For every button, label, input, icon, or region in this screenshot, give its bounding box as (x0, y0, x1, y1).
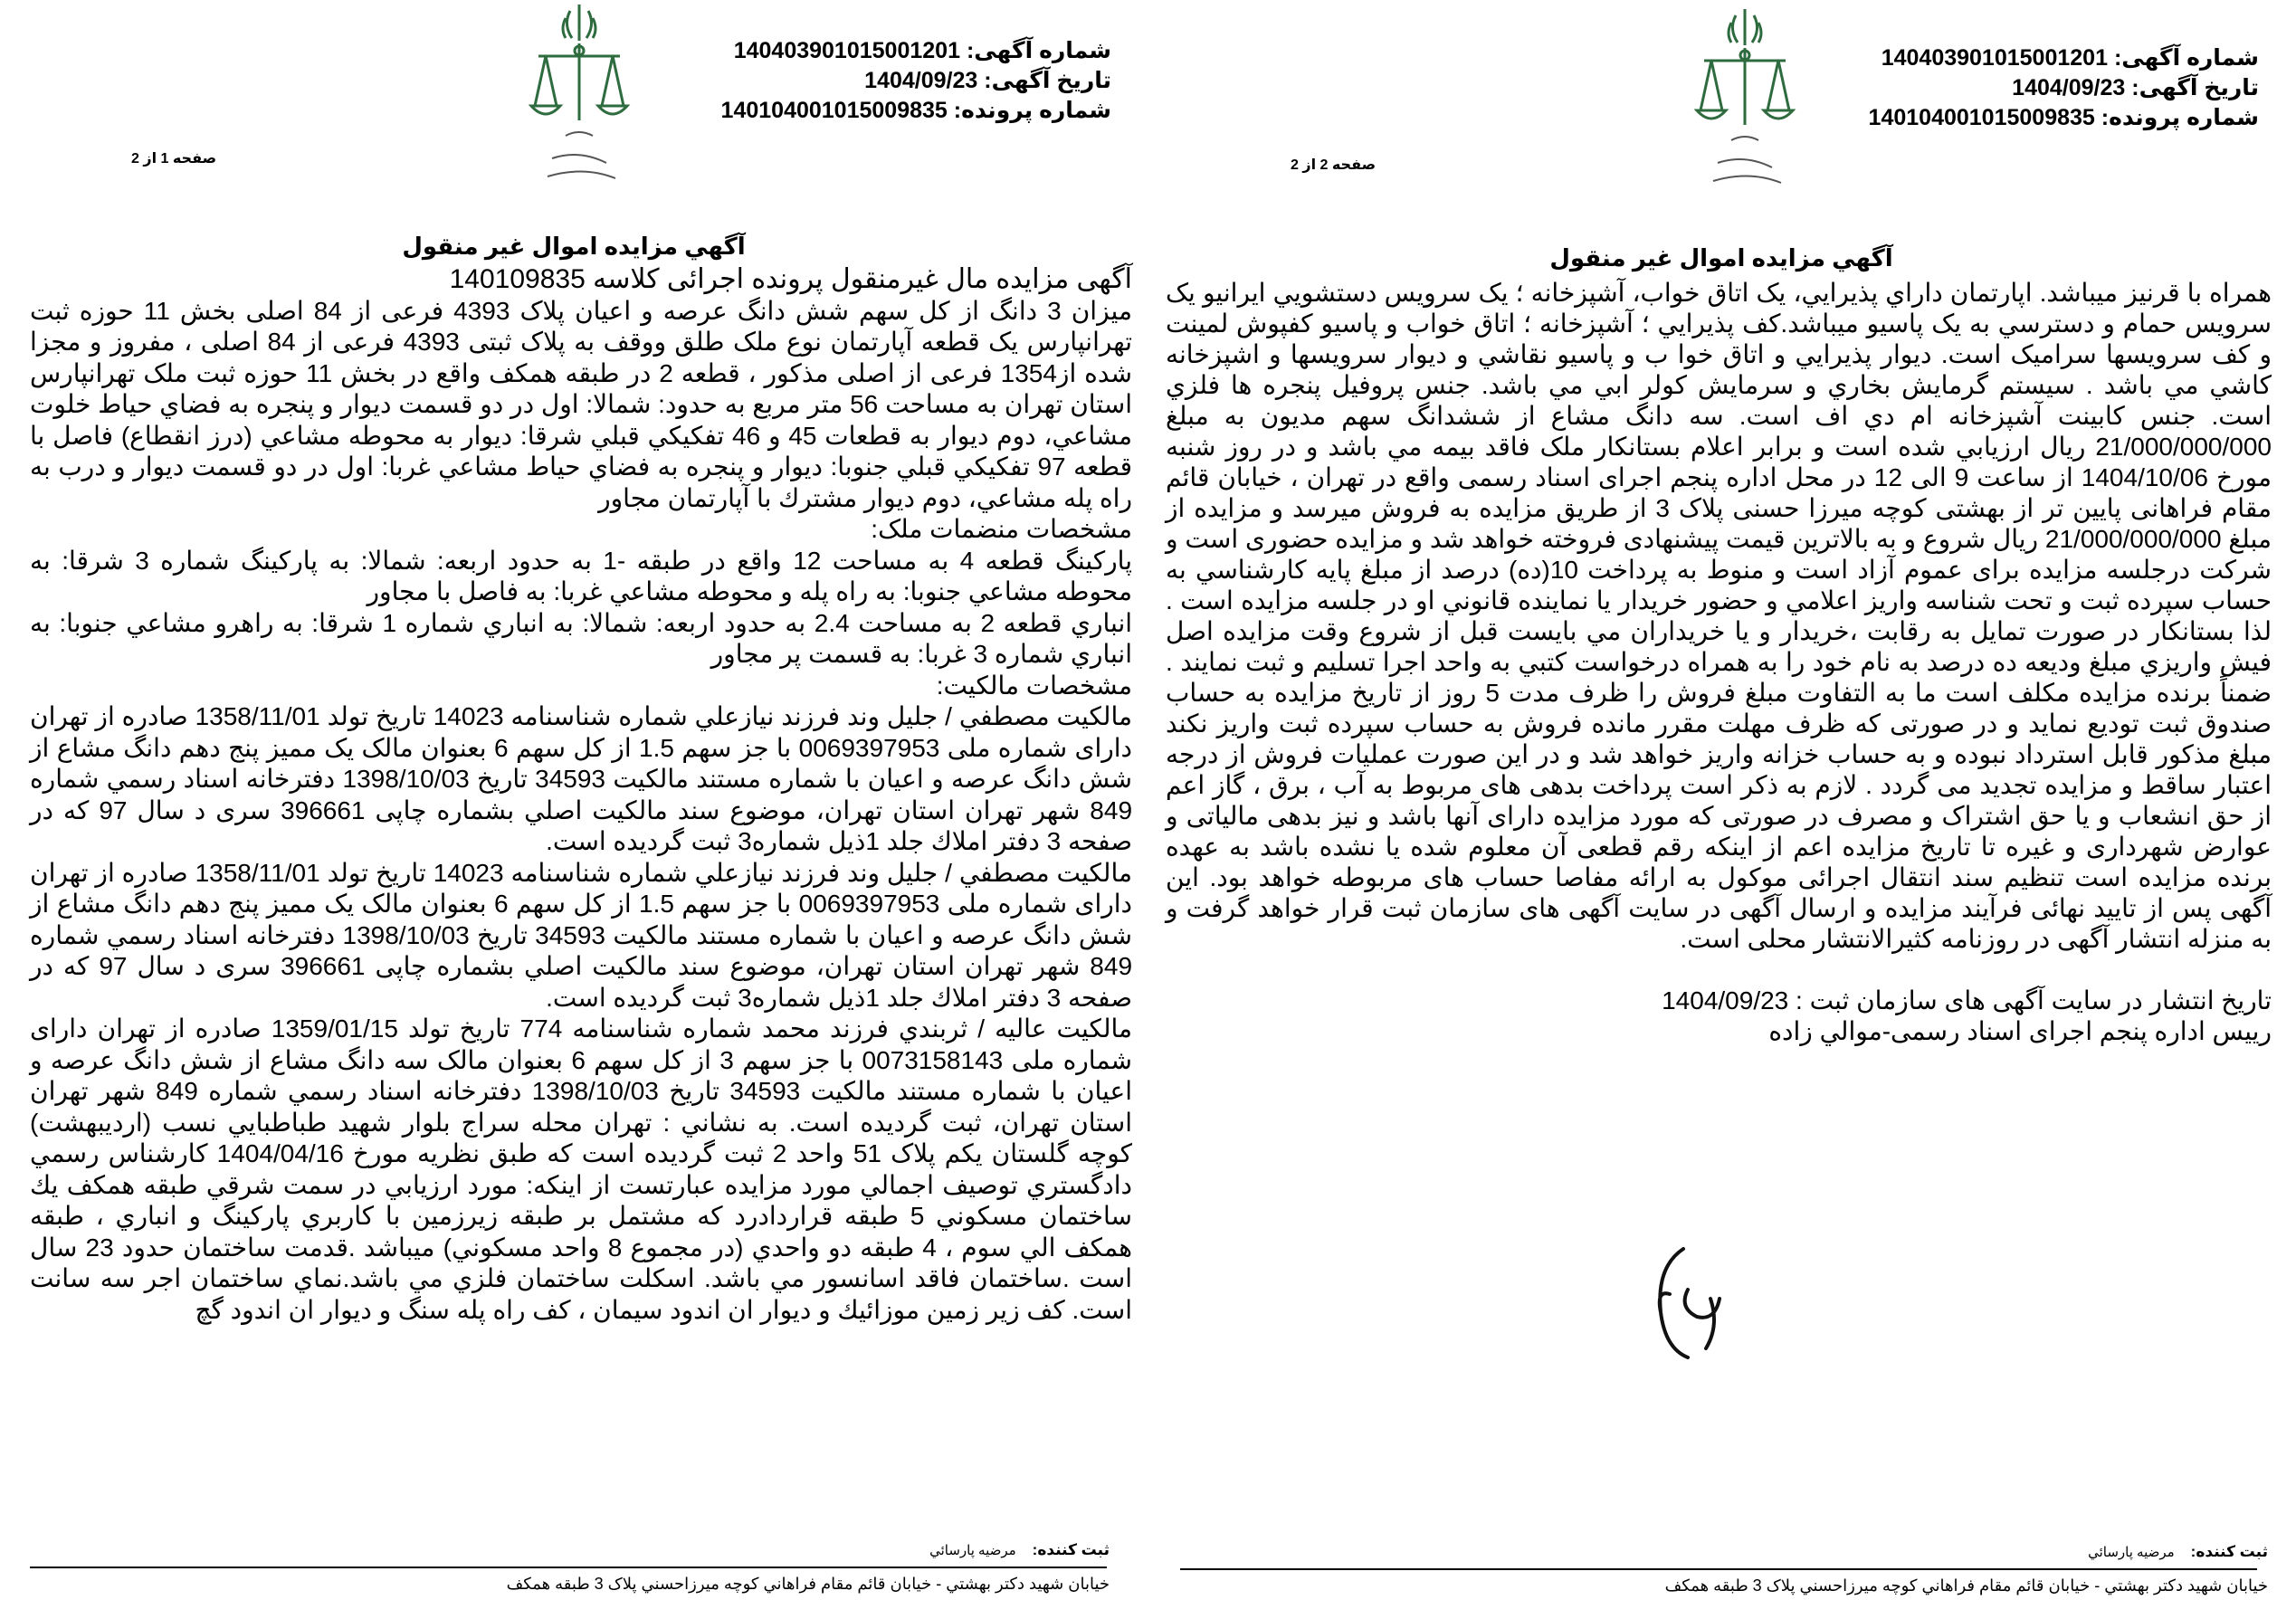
property-description: میزان 3 دانگ از کل سهم شش دانگ عرصه و اعیان پلاک 4393 فرعی از 84 اصلی بخش 11 حوزه ثبت تهرانپارس یک قطعه آپارتمان نوع ملک طلق ووقف به پلاک ثبتی 4393 فرعی از 84 اصلی ، مفروز و مجزا شده از1354 فرعی از اصلی مذکور ، قطعه 2 در طبقه همکف واقع در بخش 11 حوزه ثبت ملک تهرانپارس استان تهران به مساحت 56 متر مربع به حدود: شمالا: اول در دو قسمت ديوار و پنجره به فضاي حياط خلوت مشاعي، دوم ديوار به قطعات 45 و 46 تفكيكي قبلي شرقا: ديوار به محوطه مشاعي (درز انقطاع) فاصل با قطعه 97 تفكيكي قبلي جنوبا: ديوار و پنجره به فضاي حياط مشاعي غربا: اول در دو قسمت ديوار و درب به راه پله مشاعي، دوم ديوار مشترك با آپارتمان مجاور (30, 296, 1132, 512)
ownership-paragraph: مالكيت مصطفي / جليل وند فرزند نيازعلي شماره شناسنامه 14023 تاريخ تولد 1358/11/01 صادره از تهران داراى شماره ملى 0069397953 با جز سهم 1.5 از کل سهم 6 بعنوان مالک یک ممیز پنج دهم دانگ مشاع از شش دانگ عرصه و اعيان با شماره مستند مالكيت 34593 تاريخ 1398/10/03 دفترخانه اسناد رسمي شماره 849 شهر تهران استان تهران، موضوع سند مالكيت اصلي بشماره چاپى 396661 سری د سال 97 كه در صفحه 3 دفتر املاك جلد 1ذيل شماره3 ثبت گرديده است. (30, 702, 1133, 855)
auction-terms: همراه با قرنيز ميباشد. اپارتمان داراي پذيرايي، يک اتاق خواب، آشپزخانه ؛ يک سرويس دستشويي ايرانيو يک سرويس حمام و دسترسي به يک پاسيو ميباشد.كف پذيرايي ؛ آشپزخانه ؛ اتاق خواب و پاسيو كفپوش لمينت و كف سرويسها سراميک است. ديوار پذيرايي و اتاق خوا ب و پاسيو نقاشي و ديوار سرويسها و اشپزخانه كاشي مي باشد . سيستم گرمايش بخاري و سرمايش كولر ابي مي باشد. جنس پروفيل پنجره ها فلزي است. جنس كابينت آشپزخانه ام دي اف است. سه دانگ مشاع از ششدانگ سهم مديون به مبلغ 21/000/000/000 ريال ارزيابي شده است و برابر اعلام بستانكار ملک فاقد بيمه مي باشد و در روز شنبه مورخ 1404/10/06 از ساعت 9 الی 12 در محل اداره پنجم اجرای اسناد رسمی واقع در تهران ، خيابان قائم مقام فراهانی پايين تر از بهشتی کوچه ميرزا حسنی پلاک 3 از طريق مزايده به فروش ميرسد و مزايده از مبلغ 21/000/000/000 ريال شروع و به بالاترين قيمت پيشنهادی فروخته خواهد شد و مزايده حضوری است و شرکت درجلسه مزايده برای عموم آزاد است و منوط به پرداخت 10(ده) درصد از مبلغ پايه كارشناسي به حساب سپرده ثبت و تحت شناسه واريز اعلامي و حضور خريدار يا نماينده قانوني او در جلسه مزايده است . لذا بستانكار در صورت تمايل به رقابت ،خريدار و يا خريداران مي بايست قبل از شروع وقت مزايده اصل فيش واريزي مبلغ وديعه ده درصد به نام خود را به همراه درخواست كتبي به واحد اجرا تسليم و ثبت نمايند . ضمناً برنده مزايده مكلف است ما به التفاوت مبلغ فروش را ظرف مدت 5 روز از تاريخ مزايده به حساب صندوق ثبت توديع نمايد و در صورتی كه ظرف مهلت مقرر مانده فروش به حساب سپرده ثبت واريز نكند مبلغ مذكور قابل استرداد نبوده و به حساب خزانه واريز خواهد شد و در اين صورت عمليات فروش از درجه اعتبار ساقط و مزايده تجديد می گردد . لازم به ذکر است پرداخت بدهی های مربوط به آب ، برق ، گاز اعم از حق انشعاب و يا حق اشتراک و مصرف در صورتی كه مورد مزايده دارای آنها باشد و نيز بدهی مالياتی و عوارض شهرداری و غيره تا تاريخ مزايده اعم از اينكه رقم قطعی آن معلوم شده يا نشده باشد به عهده برنده مزايده است تنظيم سند انتقال اجرائی موكول به ارائه مفاصا حساب های مربوطه خواهد بود. اين آگهی پس از تاييد نهائی فرآيند مزايده و ارسال آگهی در سايت آگهی های سازمان ثبت قرار خواهد گرفت و به منزله انتشار آگهی در روزنامه كثيرالانتشار محلی است. (1166, 279, 2272, 953)
notice-title: آگهي مزايده اموال غير منقول (402, 233, 746, 260)
page-number-label: صفحه 1 از 2 (131, 151, 217, 167)
registrar-label: ثبت كننده: (2190, 1543, 2268, 1560)
parking-description: پاركينگ قطعه 4 به مساحت 12 واقع در طبقه -1 به حدود اربعه: شمالا: به پاركينگ شماره 3 شرقا: به محوطه مشاعي جنوبا: به راه پله و محوطه مشاعي غربا: به فاصل با مجاور (30, 546, 1133, 605)
section-heading: مشخصات مالكيت: (936, 671, 1132, 700)
ad-date-label: تاریخ آگهی: (2131, 75, 2259, 100)
registrar-name: مرضيه پارسائي (929, 1543, 1016, 1558)
registrar (2088, 1543, 2268, 1561)
office-address: خيابان شهيد دكتر بهشتي - خيابان قائم مقام فراهاني كوچه ميرزاحسني پلاک 3 طبقه همكف (1664, 1576, 2268, 1595)
section-heading: مشخصات منضمات ملک: (871, 515, 1132, 543)
notice-meta (1869, 43, 2259, 133)
notice-body (1166, 278, 2272, 1047)
ad-date: 1404/09/23 (2012, 75, 2126, 100)
footer-divider (1180, 1568, 2257, 1570)
ad-number: 140403901015001201 (1881, 45, 2108, 71)
notice-title: آگهي مزايده اموال غير منقول (1549, 244, 1893, 271)
signatory: رييس اداره پنجم اجرای اسناد رسمی-موالي زاده (1768, 1017, 2272, 1045)
registrar (929, 1541, 1110, 1559)
storage-description: انباري قطعه 2 به مساحت 2.4 به حدود اربعه: شمالا: به انباري شماره 1 شرقا: به راهرو مشاعي جنوبا: به انباري شماره 3 غربا: به قسمت پر مجاور (30, 608, 1133, 668)
ad-number-label: شماره آگهی: (2113, 45, 2259, 71)
case-number: 140104001015009835 (1868, 105, 2095, 130)
notice-subtitle: آگهی مزایده مال غیرمنقول پرونده اجرائی کلاسه 140109835 (449, 264, 1132, 294)
notice-body (30, 264, 1132, 1326)
case-number: 140104001015009835 (720, 98, 948, 123)
case-number-label: شماره پرونده: (2101, 105, 2259, 130)
ad-date: 1404/09/23 (864, 68, 978, 93)
notice-meta (721, 36, 1111, 126)
footer-divider (30, 1567, 1107, 1568)
judiciary-scales-logo-icon (1677, 5, 1813, 199)
ad-date-label: تاریخ آگهی: (984, 68, 1111, 93)
ad-number: 140403901015001201 (733, 38, 960, 63)
page-number-label: صفحه 2 از 2 (1291, 157, 1377, 173)
case-number-label: شماره پرونده: (953, 98, 1111, 123)
registrar-name: مرضيه پارسائي (2088, 1545, 2175, 1560)
registrar-label: ثبت كننده: (1032, 1541, 1110, 1558)
handwritten-signature-icon (1597, 1226, 1751, 1389)
publish-date-label: تاريخ انتشار در سايت آگهی های سازمان ثبت : (1796, 986, 2272, 1014)
notice-page-2 (1148, 0, 2295, 1619)
ownership-paragraph: مالكيت مصطفي / جليل وند فرزند نيازعلي شماره شناسنامه 14023 تاريخ تولد 1358/11/01 صادره از تهران داراى شماره ملى 0069397953 با جز سهم 1.5 از کل سهم 6 بعنوان مالک یک ممیز پنج دهم دانگ مشاع از شش دانگ عرصه و اعيان با شماره مستند مالكيت 34593 تاريخ 1398/10/03 دفترخانه اسناد رسمي شماره 849 شهر تهران استان تهران، موضوع سند مالكيت اصلي بشماره چاپى 396661 سری د سال 97 كه در صفحه 3 دفتر املاك جلد 1ذيل شماره3 ثبت گرديده است. (30, 858, 1133, 1012)
judiciary-scales-logo-icon (511, 0, 647, 195)
ad-number-label: شماره آگهی: (966, 38, 1111, 63)
ownership-paragraph: مالكيت عاليه / ثربندي فرزند محمد شماره شناسنامه 774 تاريخ تولد 1359/01/15 صادره از تهران داراى شماره ملى 0073158143 با جز سهم 3 از کل سهم 6 بعنوان مالک سه دانگ مشاع از شش دانگ عرصه و اعيان با شماره مستند مالكيت 34593 تاريخ 1398/10/03 دفترخانه اسناد رسمي شماره 849 شهر تهران استان تهران، ثبت گرديده است. به نشاني : تهران محله سراج بلوار شهيد طباطبايي نسب (ارديبهشت) كوچه گلستان يكم پلاک 51 واحد 2 ثبت گرديده است كه طبق نظريه مورخ 1404/04/16 كارشناس رسمي دادگستري توصيف اجمالي مورد مزايده عبارتست از اينكه: مورد ارزيابي در سمت شرقي طبقه همكف يك ساختمان مسكوني 5 طبقه قراردادرد كه مشتمل بر طبقه زيرزمين با كاربري پاركينگ و انباري ، طبقه همكف الي سوم ، 4 طبقه دو واحدي (در مجموع 8 واحد مسكوني) ميباشد .قدمت ساختمان حدود 23 سال است .ساختمان فاقد اسانسور مي باشد. اسكلت ساختمان فلزي مي باشد.نماي ساختمان اجر سه سانت است. كف زير زمين موزائيك و ديوار ان اندود سيمان ، كف راه پله سنگ و ديوار ان اندود گچ (30, 1014, 1133, 1324)
publish-date: 1404/09/23 (1662, 986, 1789, 1014)
office-address: خيابان شهيد دكتر بهشتي - خيابان قائم مقام فراهاني كوچه ميرزاحسني پلاک 3 طبقه همكف (506, 1575, 1110, 1593)
